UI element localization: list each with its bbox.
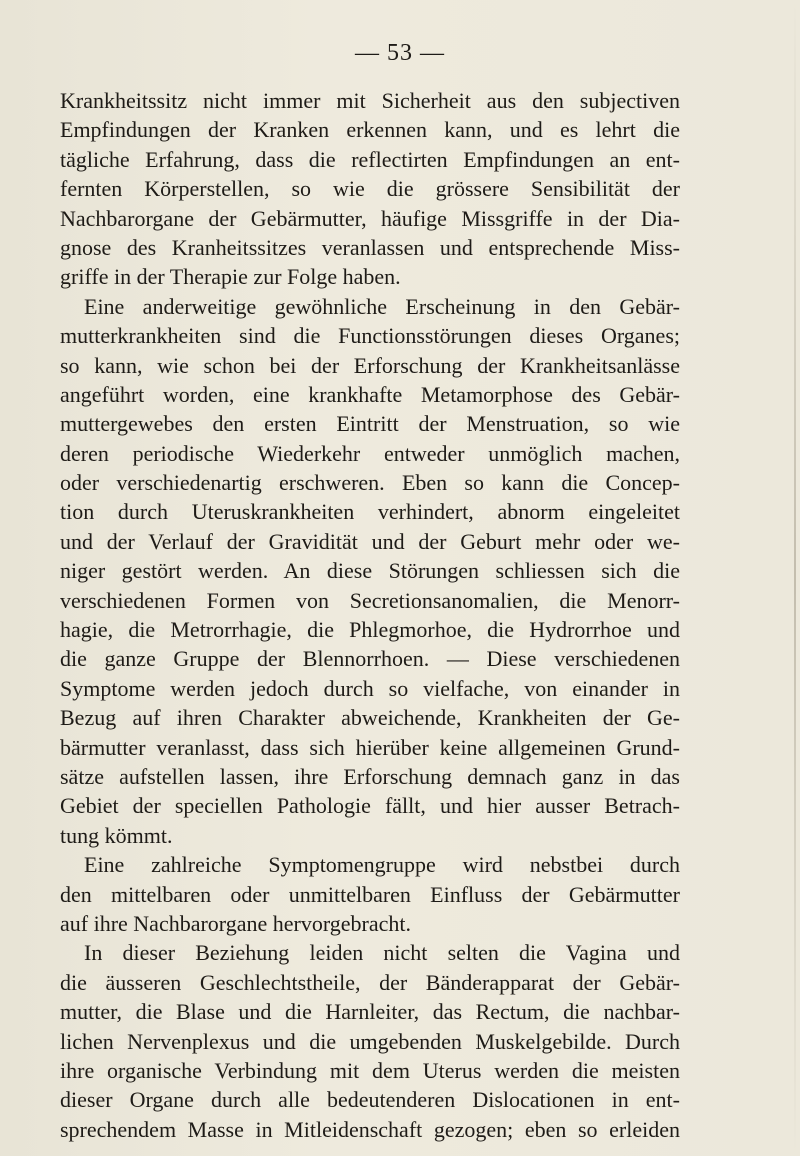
text-line: griffe in der Therapie zur Folge haben.	[60, 264, 401, 290]
text-line: Symptome werden jedoch durch so vielfache, von einander in	[60, 675, 680, 701]
text-line: Nachbarorgane der Gebärmutter, häufige Missgriffe in der Dia-	[60, 205, 680, 231]
text-line: fernten Körperstellen, so wie die grössere Sensibilität der	[60, 176, 680, 202]
text-line: lichen Nervenplexus und die umgebenden Muskelgebilde. Durch	[60, 1028, 680, 1054]
text-line: muttergewebes den ersten Eintritt der Menstruation, so wie	[60, 411, 680, 437]
text-line: Bezug auf ihren Charakter abweichende, Krankheiten der Ge-	[60, 705, 680, 731]
text-line: auf ihre Nachbarorgane hervorgebracht.	[60, 910, 412, 936]
page-number: — 53 —	[355, 40, 445, 66]
text-line: oder verschiedenartig erschweren. Eben so kann die Concep-	[60, 470, 680, 496]
text-line: tägliche Erfahrung, dass die reflectirten Empfindungen an ent-	[60, 146, 680, 172]
text-line: bärmutter veranlasst, dass sich hierüber keine allgemeinen Grund-	[60, 734, 680, 760]
text-line: und der Verlauf der Gravidität und der Geburt mehr oder we-	[60, 528, 680, 554]
text-line: sätze aufstellen lassen, ihre Erforschung demnach ganz in das	[60, 763, 680, 789]
text-line: Eine anderweitige gewöhnliche Erscheinung in den Gebär-	[84, 293, 680, 319]
text-line: tung kömmt.	[60, 822, 173, 848]
text-line: In dieser Beziehung leiden nicht selten die Vagina und	[84, 940, 680, 966]
text-line: verschiedenen Formen von Secretionsanomalien, die Menorr-	[60, 587, 680, 613]
text-line: tion durch Uteruskrankheiten verhindert, abnorm eingeleitet	[60, 499, 680, 525]
text-line: angeführt worden, eine krankhafte Metamorphose des Gebär-	[60, 381, 680, 407]
text-line: mutterkrankheiten sind die Functionsstörungen dieses Organes;	[60, 323, 680, 349]
page-edge-shadow	[794, 0, 796, 1156]
text-line: den mittelbaren oder unmittelbaren Einfluss der Gebärmutter	[60, 881, 680, 907]
body-text	[60, 86, 680, 1144]
text-line: die äusseren Geschlechtstheile, der Bänderapparat der Gebär-	[60, 969, 680, 995]
text-line: Eine zahlreiche Symptomengruppe wird nebstbei durch	[84, 852, 680, 878]
text-line: deren periodische Wiederkehr entweder unmöglich machen,	[60, 440, 680, 466]
text-line: niger gestört werden. An diese Störungen schliessen sich die	[60, 558, 680, 584]
text-line: sprechendem Masse in Mitleidenschaft gezogen; eben so erleiden	[60, 1116, 680, 1142]
text-line: dieser Organe durch alle bedeutenderen Dislocationen in ent-	[60, 1087, 680, 1113]
text-line: Empfindungen der Kranken erkennen kann, und es lehrt die	[60, 117, 680, 143]
text-line: mutter, die Blase und die Harnleiter, das Rectum, die nachbar-	[60, 999, 680, 1025]
text-line: die ganze Gruppe der Blennorrhoen. — Diese verschiedenen	[60, 646, 680, 672]
text-line: gnose des Kranheitssitzes veranlassen und entsprechende Miss-	[60, 234, 680, 260]
text-line: ihre organische Verbindung mit dem Uterus werden die meisten	[60, 1057, 680, 1083]
text-line: hagie, die Metrorrhagie, die Phlegmorhoe, die Hydrorrhoe und	[60, 617, 680, 643]
text-line: Krankheitssitz nicht immer mit Sicherheit aus den subjectiven	[60, 88, 680, 113]
text-line: so kann, wie schon bei der Erforschung der Krankheitsanlässe	[60, 352, 680, 378]
text-line: Gebiet der speciellen Pathologie fällt, und hier ausser Betrach-	[60, 793, 680, 819]
